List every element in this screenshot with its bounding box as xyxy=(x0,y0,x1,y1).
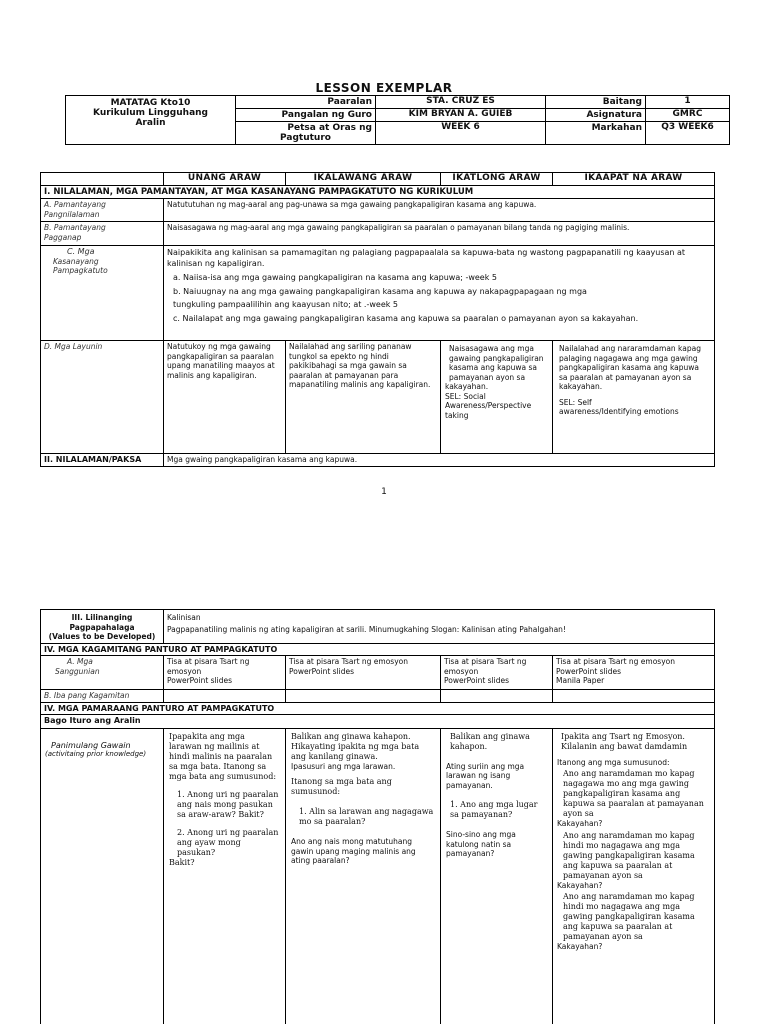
page-number: 1 xyxy=(381,487,387,497)
panimulang-day4: Ipakita ang Tsart ng Emosyon. Kilalanin ang bawat damdamin Itanong ang mga sumusunod: Ano ang naramdaman mo kapag nagagawa mo ang mga gawing pangkapaligiran kasama ang kapuwa sa paaralan at pamayanan ayon sa Kakayahan? Ano ang naramdaman mo kapag hindi mo nagagawa ang mga gawing pangkapaligiran kasama ang kapuwa sa paaralan at pamayanan ayon sa Kakayahan? Ano ang naramdaman mo kapag hindi mo nagagawa ang mga gawing pangkapaligiran kasama ang kapuwa sa paaralan at pamayanan ayon sa Kakayahan? xyxy=(553,728,715,1024)
paaralan-value: STA. CRUZ ES xyxy=(376,96,546,109)
asignatura-value: GMRC xyxy=(646,109,730,122)
iba-pang-kagamitan-day4 xyxy=(553,690,715,703)
day-header-blank xyxy=(41,173,164,186)
markahan-value: Q3 WEEK6 xyxy=(646,122,730,145)
petsa-label: Petsa at Oras ng Pagtuturo xyxy=(236,122,376,145)
layunin-day2: Nailalahad ang sariling pananaw tungkol sa epekto ng hindi pakikibahagi sa mga gawain sa paaralan at pamayanan para mapanatiling malinis ang kapaligiran. xyxy=(286,341,441,454)
layunin-day4: Nailalahad ang nararamdaman kapag palaging nagagawa ang mga gawing pangkapaligiran kasama ang kapuwa sa paaralan at pamayanan ayon sa kakayahan. SEL: Self awareness/Identifying emotions xyxy=(553,341,715,454)
header-table xyxy=(65,95,730,145)
main-table-page2 xyxy=(40,609,715,1024)
panimulang-day3: Balikan ang ginawa kahapon. Ating suriin ang mga larawan ng isang pamayanan. 1. Ano ang mga lugar sa pamayanan? Sino-sino ang mga katulong natin sa pamayanan? xyxy=(441,728,553,1024)
pamantayang-pagganap-text: Naisasagawa ng mag-aaral ang mga gawaing pangkapaligiran sa paaralan o pamayanan bilang tanda ng pagiging malinis. xyxy=(164,222,715,246)
iba-pang-kagamitan-label: B. Iba pang Kagamitan xyxy=(41,690,164,703)
panimulang-day2: Balikan ang ginawa kahapon. Hikayating ipakita ng mga bata ang kanilang ginawa. Ipasusuri ang mga larawan. Itanong sa mga bata ang sumusunod: 1. Alin sa larawan ang nagagawa mo sa paaralan? Ano ang nais mong matutuhang gawin upang maging malinis ang ating paaralan? xyxy=(286,728,441,1024)
lilinanging-label: III. Lilinanging Pagpapahalaga (Values to be Developed) xyxy=(41,610,164,644)
pamantayang-pangnilalaman-text: Natututuhan ng mag-aaral ang pag-unawa sa mga gawaing pangkapaligiran kasama ang kapuwa. xyxy=(164,199,715,222)
section-5-title: IV. MGA PAMARAANG PANTURO AT PAMPAGKATUTO xyxy=(41,702,715,714)
layunin-day1: Natutukoy ng mga gawaing pangkapaligiran sa paaralan upang manatiling maayos at malinis ang kapaligiran. xyxy=(164,341,286,454)
asignatura-label: Asignatura xyxy=(546,109,646,122)
section-2-text: Mga gwaing pangkapaligiran kasama ang kapuwa. xyxy=(164,454,715,467)
layunin-day3: Naisasagawa ang mga gawaing pangkapaligiran kasama ang kapuwa sa pamayanan ayon sa kakayahan. SEL: Social Awareness/Perspective taking xyxy=(441,341,553,454)
iba-pang-kagamitan-day3 xyxy=(441,690,553,703)
main-table-page1 xyxy=(40,172,715,467)
sanggunian-day3: Tisa at pisara Tsart ng emosyon PowerPoint slides xyxy=(441,656,553,690)
section-1-title: I. NILALAMAN, MGA PAMANTAYAN, AT MGA KASANAYANG PAMPAGKATUTO NG KURIKULUM xyxy=(41,186,715,199)
guro-label: Pangalan ng Guro xyxy=(236,109,376,122)
iba-pang-kagamitan-day1 xyxy=(164,690,286,703)
markahan-label: Markahan xyxy=(546,122,646,145)
lilinanging-text: Kalinisan Pagpapanatiling malinis ng ating kapaligiran at sarili. Minumugkahing Slogan: Kalinisan ating Pahalgahan! xyxy=(164,610,715,644)
section-4-title: IV. MGA KAGAMITANG PANTURO AT PAMPAGKATUTO xyxy=(41,644,715,656)
panimulang-gawain-label: Panimulang Gawain (activitaing prior knowledge) xyxy=(41,728,164,1024)
sanggunian-day2: Tisa at pisara Tsart ng emosyon PowerPoint slides xyxy=(286,656,441,690)
panimulang-day1: Ipapakita ang mga larawan ng mailinis at hindi malinis na paaralan sa mga bata. Itanong sa mga bata ang sumusunod: 1. Anong uri ng paaralan ang nais mong pasukan sa araw-araw? Bakit? 2. Anong uri ng paaralan ang ayaw mong pasukan? Bakit? xyxy=(164,728,286,1024)
section-2-title: II. NILALAMAN/PAKSA xyxy=(41,454,164,467)
guro-value: KIM BRYAN A. GUIEB xyxy=(376,109,546,122)
header-left-title: MATATAG Kto10 Kurikulum Lingguhang Aralin xyxy=(66,96,236,145)
day-header-2: IKALAWANG ARAW xyxy=(286,173,441,186)
kasanayang-label: C. Mga Kasanayang Pampagkatuto xyxy=(41,246,164,341)
pamantayang-pangnilalaman-label: A. Pamantayang Pangnilalaman xyxy=(41,199,164,222)
kasanayang-text: Naipakikita ang kalinisan sa pamamagitan ng palagiang pagpapaalala sa kapuwa-bata ng wastong pagpapanatili ng kaayusan at kalinisan ng kapaligiran. a. Naiisa-isa ang mga gawaing pangkapaligiran na kasama ang kapuwa; -week 5 b. Naiuugnay na ang mga gawaing pangkapaligiran kasama ang kapuwa ay nakapagpapagaan ng mga tungkuling pampaalilihin ang kaayusan nito; at .-week 5 c. Nailalapat ang mga gawaing pangkapaligiran kasama ang kapuwa sa paaralan o pamayanan ayon sa kakayahan. xyxy=(164,246,715,341)
baitang-value: 1 xyxy=(646,96,730,109)
bago-ituro-heading: Bago Ituro ang Aralin xyxy=(41,714,715,728)
day-header-3: IKATLONG ARAW xyxy=(441,173,553,186)
sanggunian-day4: Tisa at pisara Tsart ng emosyon PowerPoint slides Manila Paper xyxy=(553,656,715,690)
page-title: LESSON EXEMPLAR xyxy=(315,81,453,95)
paaralan-label: Paaralan xyxy=(236,96,376,109)
baitang-label: Baitang xyxy=(546,96,646,109)
iba-pang-kagamitan-day2 xyxy=(286,690,441,703)
sanggunian-label: A. Mga Sanggunian xyxy=(41,656,164,690)
sanggunian-day1: Tisa at pisara Tsart ng emosyon PowerPoint slides xyxy=(164,656,286,690)
day-header-1: UNANG ARAW xyxy=(164,173,286,186)
day-header-4: IKAAPAT NA ARAW xyxy=(553,173,715,186)
petsa-value: WEEK 6 xyxy=(376,122,546,145)
layunin-label: D. Mga Layunin xyxy=(41,341,164,454)
pamantayang-pagganap-label: B. Pamantayang Pagganap xyxy=(41,222,164,246)
